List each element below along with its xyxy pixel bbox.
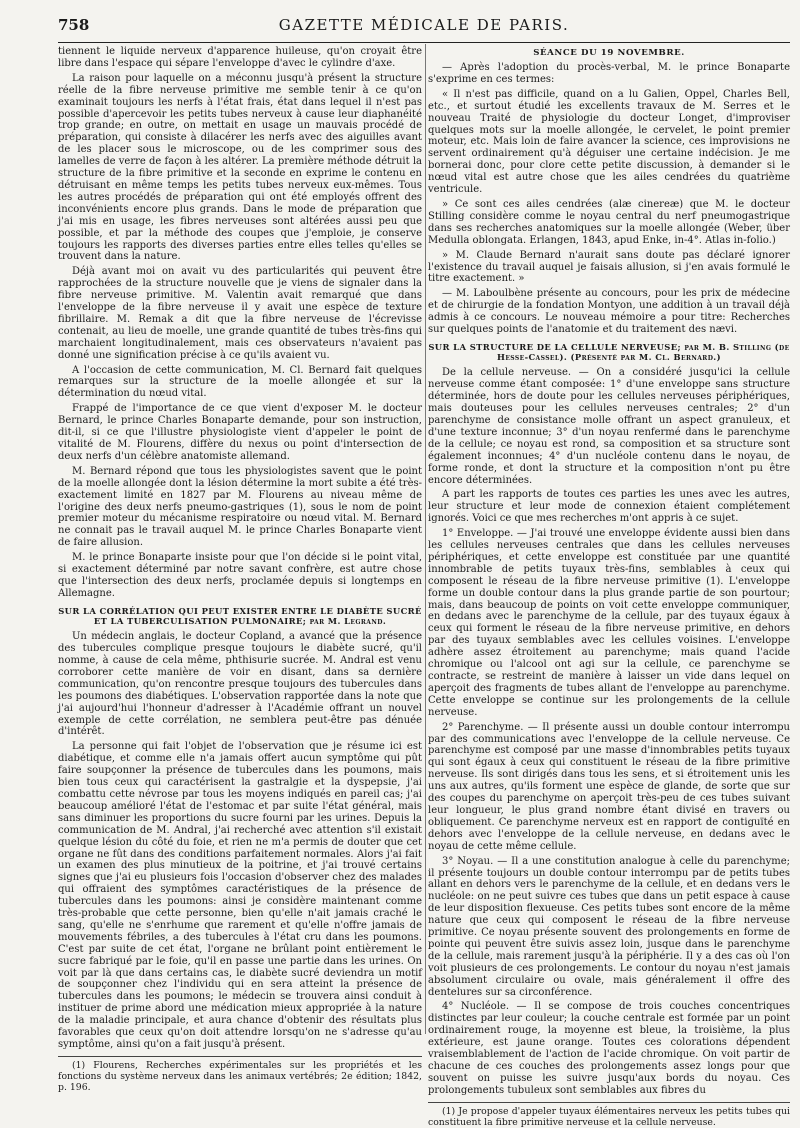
left-paragraph-2: La raison pour laquelle on a méconnu jusqu'à présent la structure réelle de la fibre nerveuse primitive me semble tenir à ce qu'on examinait toujours les nerfs à l'état frais, état dans lequel il n'est pas possible d'apercevoir les petits tubes nerveux à cause leur diaphanéité trop grande; en outre, on mettait en usage un mauvais procédé de préparation, qui consiste à dilacérer les nerfs avec des aiguilles avant de les placer sous le microscope, ou de les comprimer sous des lamelles de verre de façon à les altérer. La première méthode détruit la structure de la fibre primitive et la seconde en exprime le contenu en détruisant en même temps les petits tubes nerveux eux-mêmes. Tous les autres procédés de préparation qui ont été employés offrent des inconvénients encore plus grands. Dans le mode de préparation que j'ai mis en usage, les fibres nerveuses sont altérées aussi peu que possible, et par la méthode des coupes que j'emploie, je conserve toujours les rapports des diverses parties entre elles telles qu'elles se trouvent dans la nature. [58,72,422,263]
column-divider [425,44,426,1034]
right-paragraph-1: — Après l'adoption du procès-verbal, M. le prince Bonaparte s'exprime en ces termes: [428,62,790,85]
left-paragraph-8: Un médecin anglais, le docteur Copland, a avancé que la présence des tubercules complique presque toujours le diabète sucré, qu'il nomme, à cause de cela même, phthisurie sucrée. M. Andral est venu corroborer cette manière de voir en disant, dans sa dernière communication, qu'on rencontre presque toujours des tubercules dans les poumons des diabétiques. L'observation rapportée dans la note que j'ai aujourd'hui l'honneur d'adresser à l'Académie offrant un nouvel exemple de cette corrélation, ne semblera peut-être pas dénuée d'intérêt. [58,631,422,738]
left-column [58,46,422,1093]
right-paragraph-8: 1° Enveloppe. — J'ai trouvé une enveloppe évidente aussi bien dans les cellules nerveuses centrales que dans les cellules nerveuses périphériques, et cette enveloppe est constituée par une quantité innombrable de petits tuyaux très-fins, semblables à ceux qui composent le réseau de la fibre nerveuse primitive (1). L'enveloppe forme un double contour dans la plus grande partie de son pourtour; mais, dans beaucoup de points on voit cette enveloppe communiquer, en dedans avec le parenchyme de la cellule, par des tuyaux égaux à ceux qui forment le réseau de la fibre nerveuse primitive, en dehors par des tuyaux semblables avec les cellules voisines. L'enveloppe adhère assez étroitement au parenchyme; mais quand l'acide chromique ou l'alcool ont agi sur la cellule, ce parenchyme se contracte, se restreint de manière à laisser un vide dans lequel on aperçoit des fragments de tubes allant de l'enveloppe au parenchyme. Cette enveloppe se continue sur les prolongements de la cellule nerveuse. [428,528,790,718]
article-heading-cellule: SUR LA STRUCTURE DE LA CELLULE NERVEUSE; par M. B. Stilling (de Hesse-Cassel). (Présenté par M. Cl. Bernard.) [428,341,790,363]
session-heading: SÉANCE DU 19 NOVEMBRE. [533,48,685,58]
right-paragraph-9: 2° Parenchyme. — Il présente aussi un double contour interrompu par des communications avec l'enveloppe de la cellule nerveuse. Ce parenchyme est composé par une masse d'innombrables petits tuyaux qui sont égaux à ceux qui constituent le réseau de la fibre primitive nerveuse. Ils sont dirigés dans tous les sens, et si étroitement unis les uns aux autres, qu'ils forment une espèce de glande, de sorte que sur des coupes du parenchyme on aperçoit très-peu de ces tubes suivant leur longueur, le plus grand nombre étant divisé en travers ou obliquement. Ce parenchyme nerveux est en rapport de contiguïté en dehors avec l'enveloppe de la cellule nerveuse, en dedans avec le noyau de cette même cellule. [428,721,790,852]
right-footnote [428,1102,790,1128]
right-paragraph-5: — M. Laboulbène présente au concours, pour les prix de médecine et de chirurgie de la fondation Montyon, une addition à un travail déjà admis à ce concours. Le nouveau mémoire a pour titre: Recherches sur quelques points de l'anatomie et du traitement des nævi. [428,288,790,336]
left-paragraph-5: Frappé de l'importance de ce que vient d'exposer M. le docteur Bernard, le prince Charles Bonaparte demande, pour son instruction, dit-il, si ce que l'illustre physiologiste vient d'appeler le point de vitalité de M. Flourens, diffère du nexus ou point d'intersection de deux nerfs d'un célèbre anatomiste allemand. [58,403,422,462]
left-paragraph-1: tiennent le liquide nerveux d'apparence huileuse, qu'on croyait être libre dans l'espace qui sépare l'enveloppe d'avec le cylindre d'axe. [58,46,422,69]
left-paragraph-6: M. Bernard répond que tous les physiologistes savent que le point de la moelle allongée dont la lésion détermine la mort subite a été très-exactement limité en 1827 par M. Flourens au niveau même de l'origine des deux nerfs pneumo-gastriques (1), sous le nom de point premier moteur du mécanisme respiratoire ou nœud vital. M. Bernard ne connait pas le travail auquel M. le prince Charles Bonaparte vient de faire allusion. [58,465,422,549]
right-column [428,46,790,1128]
left-paragraph-4: A l'occasion de cette communication, M. Cl. Bernard fait quelques remarques sur la structure de la moelle allongée et sur la détermination du nœud vital. [58,364,422,400]
left-paragraph-9: La personne qui fait l'objet de l'observation que je résume ici est diabétique, et comme elle n'a jamais offert aucun symptôme qui pût faire soupçonner la présence de tubercules dans les poumons, mais bien tous ceux qui caractérisent la gastralgie et la dyspepsie, j'ai combattu cette névrose par tous les moyens indiqués en pareil cas; j'ai beaucoup amélioré l'état de l'estomac et par suite l'état général, mais sans diminuer les proportions du sucre fourni par les urines. Depuis la communication de M. Andral, j'ai recherché avec attention s'il existait quelque lésion du côté du foie, et rien ne m'a permis de douter que cet organe ne fût dans des conditions parfaitement normales. Alors j'ai fait un examen des plus minutieux de la poitrine, et j'ai trouvé certains signes que j'ai eu plusieurs fois l'occasion d'observer chez des malades qui offraient des symptômes caractéristiques de la présence de tubercules dans les poumons: ainsi je considère maintenant comme très-probable que cette personne, bien qu'elle n'ait jamais craché le sang, qu'elle ne s'enrhume que rarement et qu'elle n'offre jamais de mouvements fébriles, a des tubercules à l'état cru dans les poumons. C'est par suite de cet état, l'organe ne brûlant point entièrement le sucre fabriqué par le foie, qu'il en passe une partie dans les urines. On voit par là que dans certains cas, le diabète sucré deviendra un motif de soupçonner chez l'individu qui en sera atteint la présence de tubercules dans les poumons; le médecin se trouvera ainsi conduit à instituer de prime abord une médication mieux appropriée à la nature de la maladie principale, et aura chance d'obtenir des résultats plus favorables que ceux qu'on doit attendre lorsqu'on ne s'adresse qu'au symptôme, ainsi qu'on a fait jusqu'à présent. [58,741,422,1050]
right-paragraph-6: De la cellule nerveuse. — On a considéré jusqu'ici la cellule nerveuse comme étant composée: 1° d'une enveloppe sans structure déterminée, hors de doute pour les cellules nerveuses périphériques, mais douteuses pour les cellules nerveuses centrales; 2° d'un parenchyme de consistance molle offrant un aspect granuleux, et d'une texture inconnue; 3° d'un noyau renfermé dans le parenchyme de la cellule; ce noyau est rond, sa composition et sa structure sont également inconnues; 4° d'un nucléole contenu dans le noyau, de forme ronde, et dont la structure et la composition n'ont pu être encore déterminées. [428,367,790,486]
page-header [58,12,790,43]
left-footnote-text: (1) Flourens, Recherches expérimentales sur les propriétés et les fonctions du système nerveux dans les animaux vertébrés; 2e édition; 1842, p. 196. [58,1059,422,1093]
journal-title: GAZETTE MÉDICALE DE PARIS. [278,16,570,34]
right-paragraph-10: 3° Noyau. — Il a une constitution analogue à celle du parenchyme; il présente toujours un double contour interrompu par de petits tubes allant en dehors vers le parenchyme de la cellule, et en dedans vers le nucléole: on ne peut suivre ces tubes que dans un petit espace à cause de leur disposition flexueuse. Ces petits tubes sont encore de la même nature que ceux qui composent le réseau de la fibre nerveuse primitive. Ce noyau présente souvent des prolongements en forme de pointe qui peuvent être suivis assez loin, jusque dans le parenchyme de la cellule, mais rarement jusqu'à la périphérie. Il y a des cas où l'on voit plusieurs de ces prolongements. Le contour du noyau n'est jamais absolument circulaire ou ovale, mais généralement il offre des dentelures sur sa circonférence. [428,855,790,998]
left-paragraph-3: Déjà avant moi on avait vu des particularités qui peuvent être rapprochées de la structure nouvelle que je viens de signaler dans la fibre nerveuse primitive. M. Valentin avait remarqué que dans l'enveloppe de la fibre nerveuse il y avait une espèce de texture fibrillaire. M. Remak a dit que la fibre nerveuse de l'écrevisse contenait, au lieu de moelle, une grande quantité de tubes très-fins qui marchaient longitudinalement, mais ces observateurs n'avaient pas donné une signification précise à ce qu'ils avaient vu. [58,266,422,361]
right-paragraph-2: « Il n'est pas difficile, quand on a lu Galien, Oppel, Charles Bell, etc., et surtout étudié les excellents travaux de M. Serres et le nouveau Traité de physiologie du docteur Longet, d'improviser quelques mots sur la moelle allongée, le cervelet, le point premier moteur, etc. Mais loin de faire avancer la science, ces improvisions ne servent ordinairement qu'à déguiser une certaine indécision. Je me bornerai donc, pour clore cette petite discussion, à demander si le nœud vital est autre chose que les ailes cendrées du quatrième ventricule. [428,88,790,196]
article-heading-diabete: SUR LA CORRÉLATION QUI PEUT EXISTER ENTRE LE DIABÈTE SUCRÉ ET LA TUBERCULISATION PULMONAIRE; par M. Legrand. [58,605,422,626]
right-paragraph-11: 4° Nucléole. — Il se compose de trois couches concentriques distinctes par leur couleur; la couche centrale est formée par un point ordinairement rouge, la moyenne est bleue, la troisième, la plus extérieure, est jaune orange. Toutes ces colorations dépendent vraisemblablement de l'action de l'acide chromique. On voit partir de chacune de ces couches des prolongements assez longs pour que souvent on puisse les suivre jusqu'aux bords du noyau. Ces prolongements tubuleux sont semblables aux fibres du [428,1001,790,1096]
right-footnote-text: (1) Je propose d'appeler tuyaux élémentaires nerveux les petits tubes qui constituent la fibre primitive nerveuse et la cellule nerveuse. [428,1105,790,1128]
right-paragraph-3: » Ce sont ces ailes cendrées (alæ cinereæ) que M. le docteur Stilling considère comme le noyau central du nerf pneumogastrique dans ses recherches anatomiques sur la moelle allongée (Weber, über Medulla oblongata. Erlangen, 1843, apud Enke, in-4°. Atlas in-folio.) [428,198,790,246]
left-paragraph-7: M. le prince Bonaparte insiste pour que l'on décide si le point vital, si exactement déterminé par notre savant confrère, est autre chose que l'intersection des deux nerfs, proclamée depuis si longtemps en Allemagne. [58,552,422,599]
page-number: 758 [58,16,90,34]
right-paragraph-7: A part les rapports de toutes ces parties les unes avec les autres, leur structure et leur mode de connexion étaient complétement ignorés. Voici ce que mes recherches m'ont appris à ce sujet. [428,489,790,525]
right-paragraph-4: » M. Claude Bernard n'aurait sans doute pas déclaré ignorer l'existence du travail auquel je faisais allusion, si j'en avais formulé le titre exactement. » [428,249,790,285]
left-footnote [58,1056,422,1093]
